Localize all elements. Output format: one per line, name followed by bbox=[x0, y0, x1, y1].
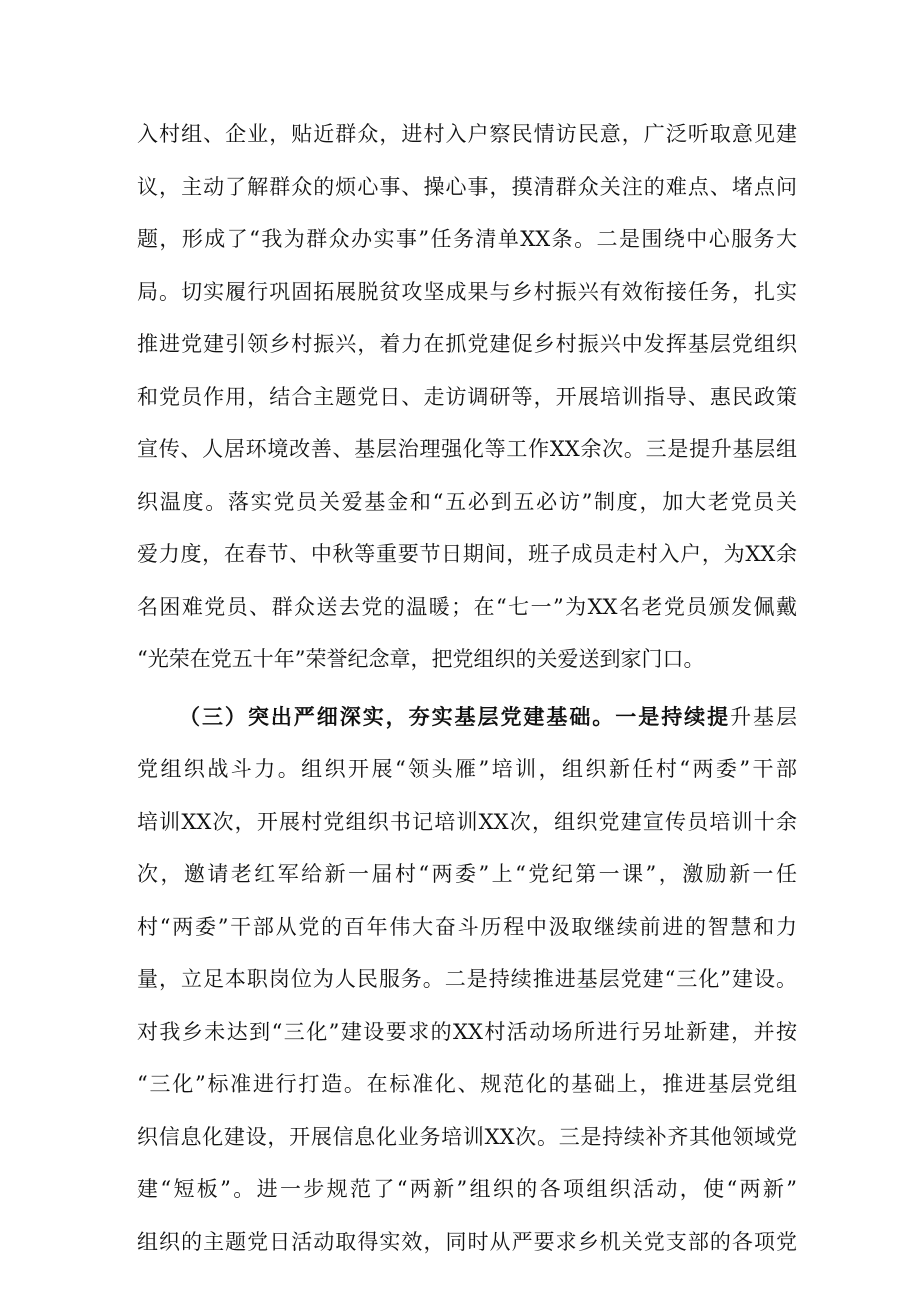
text-line: 党组织战斗力。组织开展“领头雁”培训，组织新任村“两委”干部 bbox=[137, 757, 797, 781]
text-line: 培训XX次，开展村党组织书记培训XX次，组织党建宣传员培训十余 bbox=[137, 809, 797, 834]
text-line: 建“短板”。进一步规范了“两新”组织的各项组织活动，使“两新” bbox=[137, 1177, 797, 1201]
text-line: 名困难党员、群众送去党的温暖；在“七一”为XX名老党员颁发佩戴 bbox=[137, 594, 797, 619]
section-heading: （三）突出严细深实，夯实基层党建基础。一是持续提 bbox=[179, 703, 731, 729]
text-line: 织信息化建设，开展信息化业务培训XX次。三是持续补齐其他领域党 bbox=[137, 1124, 797, 1149]
text-line: 织温度。落实党员关爱基金和“五必到五必访”制度，加大老党员关 bbox=[137, 489, 797, 514]
document-page bbox=[137, 108, 797, 1268]
text-line: 宣传、人居环境改善、基层治理强化等工作XX余次。三是提升基层组 bbox=[137, 437, 797, 461]
text-line: 村“两委”干部从党的百年伟大奋斗历程中汲取继续前进的智慧和力 bbox=[137, 914, 797, 939]
text-line: 和党员作用，结合主题党日、走访调研等，开展培训指导、惠民政策 bbox=[137, 384, 797, 409]
text-line: 爱力度，在春节、中秋等重要节日期间，班子成员走村入户，为XX余 bbox=[137, 542, 797, 566]
text-line: 组织的主题党日活动取得实效，同时从严要求乡机关党支部的各项党 bbox=[137, 1229, 797, 1254]
text-line: 局。切实履行巩固拓展脱贫攻坚成果与乡村振兴有效衔接任务，扎实 bbox=[137, 279, 797, 304]
text-line: 次，邀请老红军给新一届村“两委”上“党纪第一课”，激励新一任 bbox=[137, 862, 797, 886]
text-line: “三化”标准进行打造。在标准化、规范化的基础上，推进基层党组 bbox=[137, 1072, 797, 1096]
text-line: 入村组、企业，贴近群众，进村入户察民情访民意，广泛听取意见建 bbox=[137, 122, 797, 146]
text-line: 量，立足本职岗位为人民服务。二是持续推进基层党建“三化”建设。 bbox=[137, 967, 797, 991]
first-line bbox=[137, 691, 797, 744]
text-line: 推进党建引领乡村振兴，着力在抓党建促乡村振兴中发挥基层党组织 bbox=[137, 332, 797, 356]
text-line: 对我乡未达到“三化”建设要求的XX村活动场所进行另址新建，并按 bbox=[137, 1019, 797, 1044]
text-line: 题，形成了“我为群众办实事”任务清单XX条。二是围绕中心服务大 bbox=[137, 227, 797, 251]
text-line: “光荣在党五十年”荣誉纪念章，把党组织的关爱送到家门口。 bbox=[137, 647, 705, 671]
paragraph-1 bbox=[137, 108, 797, 686]
paragraph-2 bbox=[137, 691, 797, 1269]
heading-continuation: 升基层 bbox=[730, 704, 798, 729]
text-line: 议，主动了解群众的烦心事、操心事，摸清群众关注的难点、堵点问 bbox=[137, 174, 797, 199]
